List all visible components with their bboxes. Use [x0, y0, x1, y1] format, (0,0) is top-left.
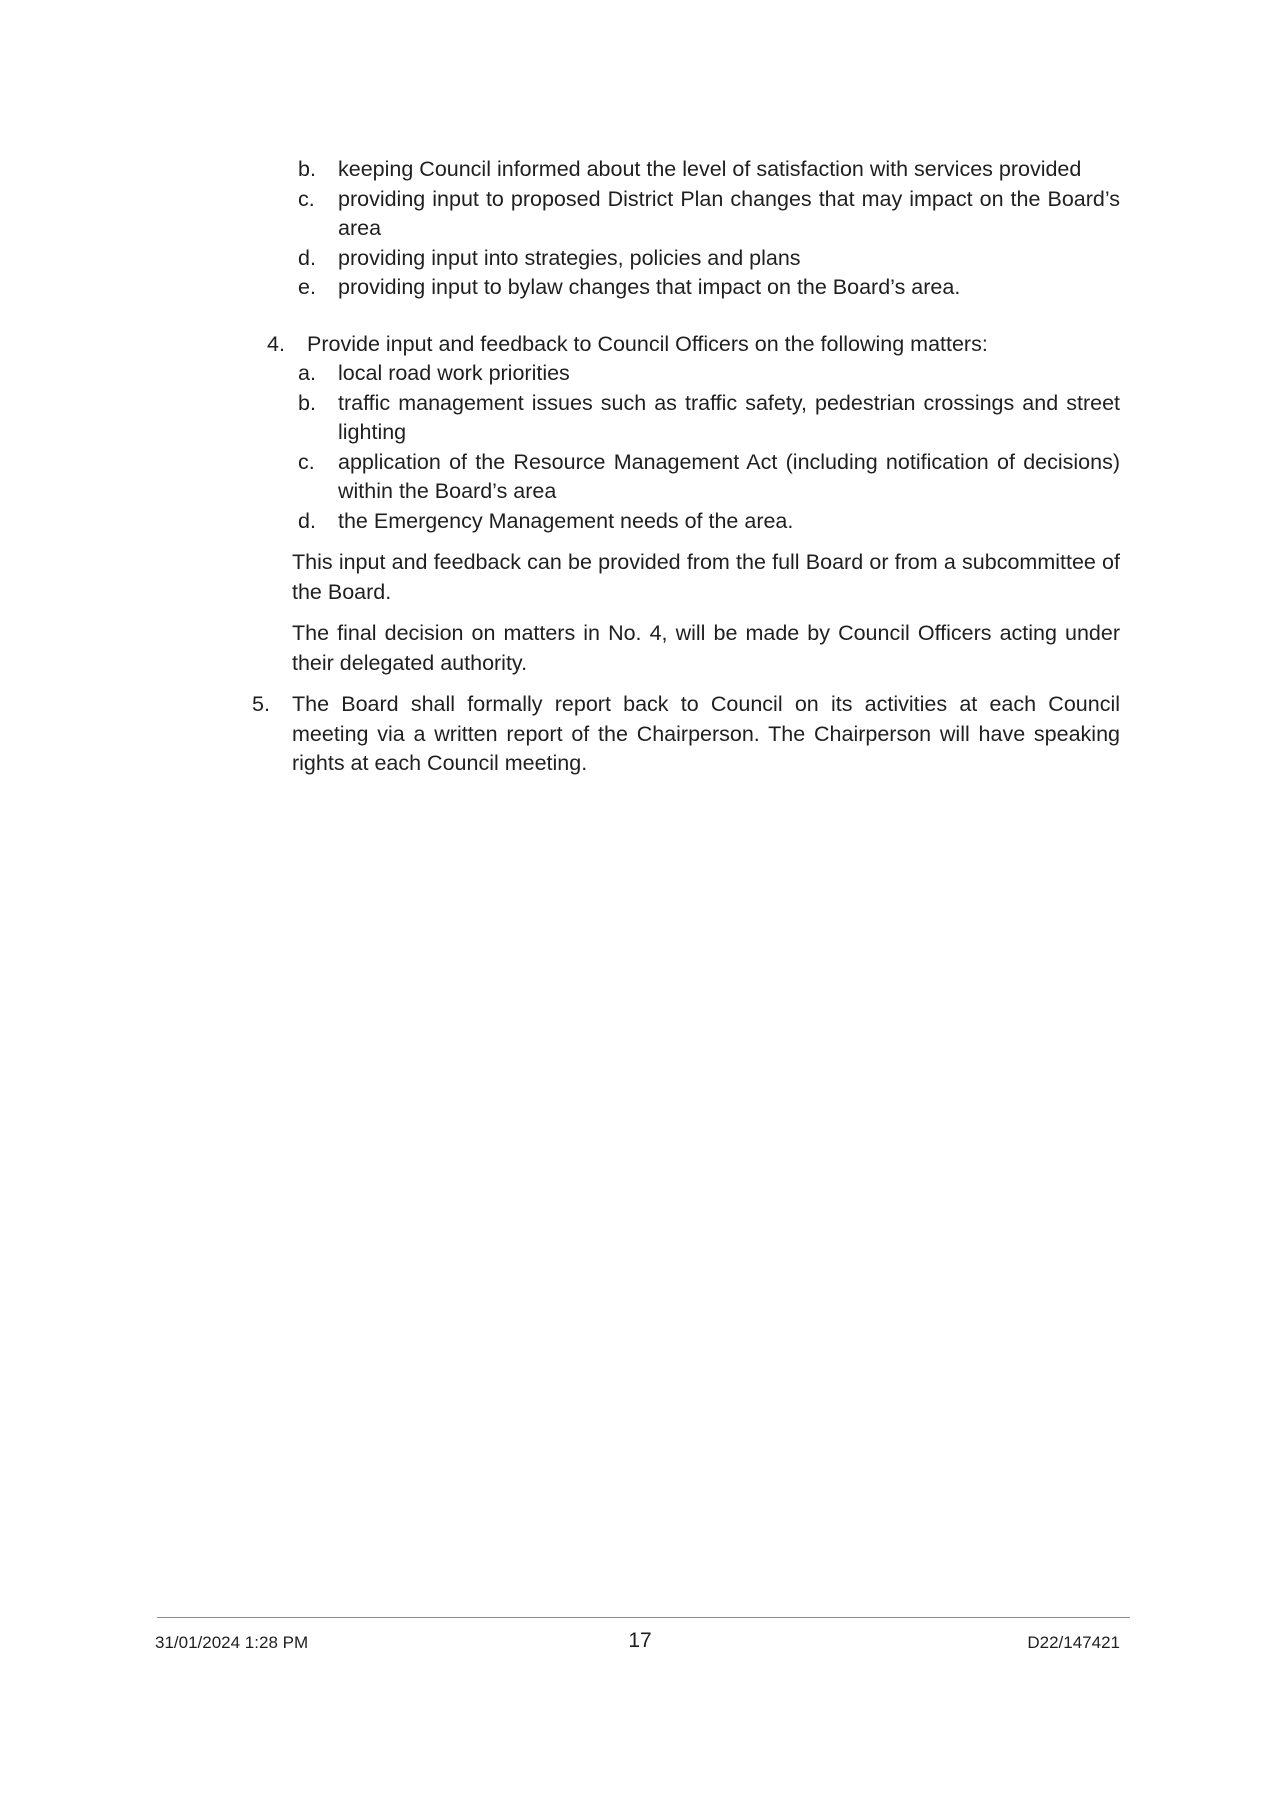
list-item-text: application of the Resource Management Act (including notification of decisions) within the Board’s area — [338, 449, 1120, 503]
list-item — [250, 448, 1120, 507]
paragraph: The final decision on matters in No. 4, will be made by Council Officers acting under their delegated authority. — [292, 621, 1120, 675]
list-item — [250, 155, 1120, 185]
list-item-text: keeping Council informed about the level of satisfaction with services provided — [338, 157, 1082, 181]
list-item — [250, 359, 1120, 389]
list-item — [250, 273, 1120, 303]
list-number: 5. — [252, 692, 270, 716]
list-item-text: local road work priorities — [338, 361, 570, 385]
numbered-item-text: The Board shall formally report back to Council on its activities at each Council meeting via a written report of the Chairperson. The Chairperson will have speaking rights at each Council meeting. — [292, 692, 1120, 775]
list-item-text: providing input to bylaw changes that impact on the Board’s area. — [338, 275, 961, 299]
list-item — [250, 185, 1120, 244]
list-marker: b. — [298, 390, 316, 415]
list-marker: e. — [298, 275, 316, 299]
list-item-text: traffic management issues such as traffic safety, pedestrian crossings and street lighting — [338, 390, 1120, 444]
page-content — [250, 155, 1120, 779]
numbered-item-5 — [250, 690, 1120, 779]
list-item — [250, 389, 1120, 448]
numbered-item-text: Provide input and feedback to Council Officers on the following matters: — [307, 331, 988, 356]
footer-datetime: 31/01/2024 1:28 PM — [155, 1633, 309, 1652]
list-marker: c. — [298, 449, 315, 474]
list-marker: b. — [298, 157, 316, 181]
page-number: 17 — [628, 1629, 652, 1652]
list-item — [250, 244, 1120, 274]
list-marker: d. — [298, 508, 316, 533]
list-item — [250, 507, 1120, 537]
list-item-text: providing input into strategies, policies and plans — [338, 245, 801, 270]
list-marker: d. — [298, 245, 316, 270]
list-item-text: the Emergency Management needs of the area. — [338, 508, 794, 533]
numbered-item-4 — [250, 330, 1120, 360]
list-marker: a. — [298, 361, 316, 385]
document-reference: D22/147421 — [1027, 1633, 1120, 1652]
list-item-text: providing input to proposed District Plan changes that may impact on the Board’s area — [338, 186, 1120, 240]
list-marker: c. — [298, 186, 315, 211]
list-number: 4. — [267, 331, 285, 356]
footer-divider — [157, 1617, 1130, 1618]
paragraph: This input and feedback can be provided from the full Board or from a subcommittee of the Board. — [292, 550, 1120, 604]
